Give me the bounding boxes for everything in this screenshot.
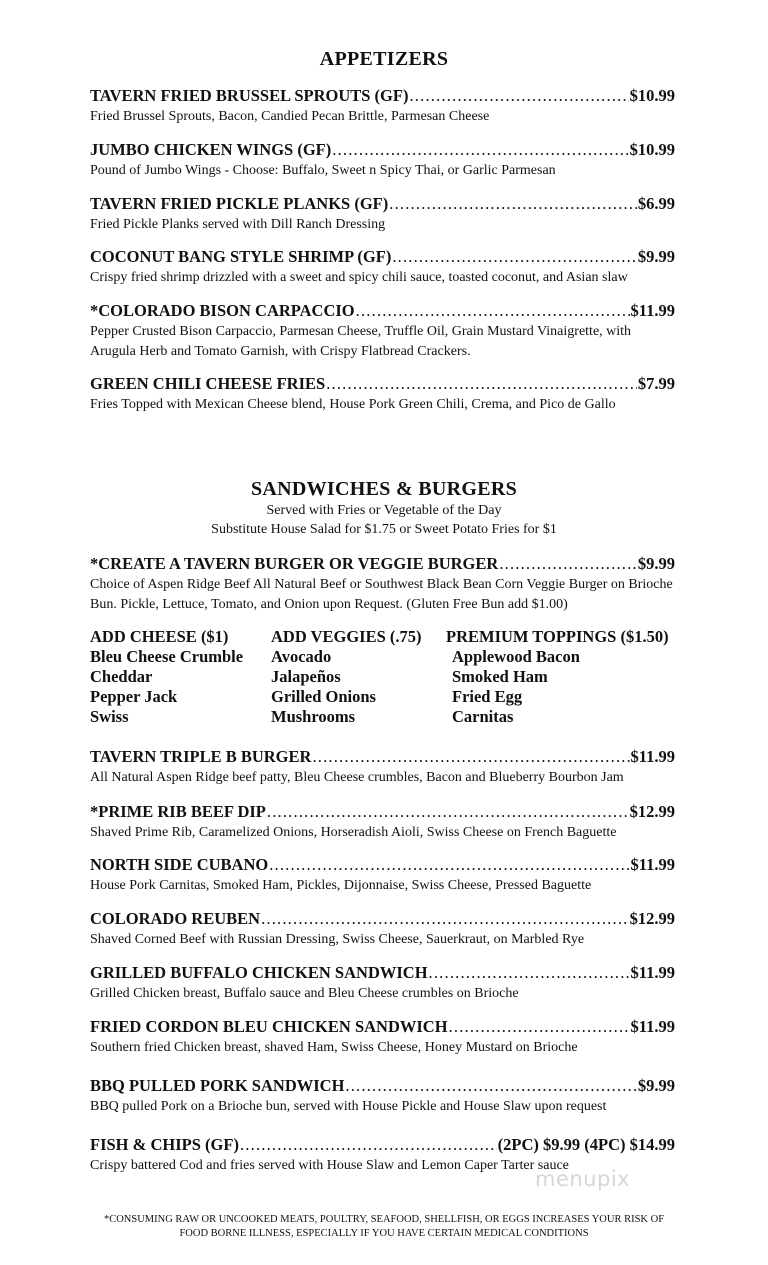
addon-option: Avocado xyxy=(271,647,332,666)
menu-item xyxy=(90,909,675,950)
dot-leader xyxy=(429,963,630,983)
item-price: $9.99 xyxy=(637,554,675,573)
item-price: $10.99 xyxy=(629,86,675,105)
addon-column-cheese xyxy=(90,627,243,727)
dot-leader xyxy=(312,747,629,767)
item-price: $12.99 xyxy=(629,909,675,928)
item-description: Fried Brussel Sprouts, Bacon, Candied Pecan Brittle, Parmesan Cheese xyxy=(90,109,490,124)
item-price: $11.99 xyxy=(630,1017,675,1036)
item-price: $9.99 xyxy=(637,1076,675,1095)
dot-leader xyxy=(409,86,628,106)
menu-item xyxy=(90,194,675,235)
addon-option: Bleu Cheese Crumble xyxy=(90,647,244,666)
addon-option: Swiss xyxy=(90,707,129,726)
menu-item xyxy=(90,747,675,788)
dot-leader xyxy=(389,194,637,214)
addon-option: Jalapeños xyxy=(271,667,341,686)
food-safety-disclaimer xyxy=(0,1213,768,1241)
item-name: TAVERN TRIPLE B BURGER xyxy=(90,747,312,766)
section-subtitle: Served with Fries or Vegetable of the Day xyxy=(266,503,502,518)
item-description: Crispy fried shrimp drizzled with a sweet and spicy chili sauce, toasted coconut, and Asian slaw xyxy=(90,270,628,285)
addon-header: ADD CHEESE ($1) xyxy=(90,627,229,646)
item-name: TAVERN FRIED BRUSSEL SPROUTS (GF) xyxy=(90,86,409,105)
item-name: *CREATE A TAVERN BURGER OR VEGGIE BURGER xyxy=(90,554,499,573)
item-price: $11.99 xyxy=(630,855,675,874)
item-description: BBQ pulled Pork on a Brioche bun, served with House Pickle and House Slaw upon request xyxy=(90,1099,607,1114)
menu-item xyxy=(90,301,675,361)
menu-item xyxy=(90,802,675,843)
item-price: $11.99 xyxy=(630,963,675,982)
addon-option: Cheddar xyxy=(90,667,153,686)
dot-leader xyxy=(332,140,628,160)
item-price: $6.99 xyxy=(637,194,675,213)
item-name: FISH & CHIPS (GF) xyxy=(90,1135,239,1154)
dot-leader xyxy=(261,909,629,929)
addon-option: Carnitas xyxy=(452,707,514,726)
item-name: GRILLED BUFFALO CHICKEN SANDWICH xyxy=(90,963,428,982)
item-price: $11.99 xyxy=(630,747,675,766)
menu-item xyxy=(90,855,675,896)
item-name: COCONUT BANG STYLE SHRIMP (GF) xyxy=(90,247,392,266)
item-description: Pepper Crusted Bison Carpaccio, Parmesan Cheese, Truffle Oil, Grain Mustard Vinaigrette, with Arugula Herb and Tomato Garnish, with Crispy Flatbread Crackers. xyxy=(90,324,632,359)
menu-item xyxy=(90,963,675,1004)
item-name: JUMBO CHICKEN WINGS (GF) xyxy=(90,140,332,159)
item-name: NORTH SIDE CUBANO xyxy=(90,855,269,874)
section-title-sandwiches: SANDWICHES & BURGERS xyxy=(250,478,518,500)
item-price: $10.99 xyxy=(629,140,675,159)
addon-option: Fried Egg xyxy=(452,687,523,706)
item-name: FRIED CORDON BLEU CHICKEN SANDWICH xyxy=(90,1017,448,1036)
item-name: COLORADO REUBEN xyxy=(90,909,261,928)
dot-leader xyxy=(499,554,637,574)
item-price: $11.99 xyxy=(630,301,675,320)
addon-header: ADD VEGGIES (.75) xyxy=(271,627,422,646)
item-name: TAVERN FRIED PICKLE PLANKS (GF) xyxy=(90,194,389,213)
addon-option: Smoked Ham xyxy=(452,667,548,686)
dot-leader xyxy=(449,1017,630,1037)
addon-option: Grilled Onions xyxy=(271,687,376,706)
dot-leader xyxy=(345,1076,636,1096)
item-description: Crispy battered Cod and fries served with House Slaw and Lemon Caper Tarter sauce xyxy=(90,1158,569,1173)
dot-leader xyxy=(267,802,629,822)
item-description: Shaved Corned Beef with Russian Dressing, Swiss Cheese, Sauerkraut, on Marbled Rye xyxy=(90,932,585,947)
item-price: $7.99 xyxy=(637,374,675,393)
item-description: Pound of Jumbo Wings - Choose: Buffalo, Sweet n Spicy Thai, or Garlic Parmesan xyxy=(90,163,556,178)
addon-option: Pepper Jack xyxy=(90,687,178,706)
addon-column-veggies xyxy=(271,627,422,727)
disclaimer-line: *CONSUMING RAW OR UNCOOKED MEATS, POULTRY, SEAFOOD, SHELLFISH, OR EGGS INCREASES YOUR RISK OF xyxy=(103,1214,665,1225)
section-subtitle: Substitute House Salad for $1.75 or Sweet Potato Fries for $1 xyxy=(211,522,557,537)
item-name: *COLORADO BISON CARPACCIO xyxy=(90,301,355,320)
menu-item-burger xyxy=(90,554,675,614)
item-description: Grilled Chicken breast, Buffalo sauce and Bleu Cheese crumbles on Brioche xyxy=(90,986,519,1001)
disclaimer-line: FOOD BORNE ILLNESS, ESPECIALLY IF YOU HAVE CERTAIN MEDICAL CONDITIONS xyxy=(179,1228,589,1239)
item-name: BBQ PULLED PORK SANDWICH xyxy=(90,1076,345,1095)
item-description: Southern fried Chicken breast, shaved Ham, Swiss Cheese, Honey Mustard on Brioche xyxy=(90,1040,578,1055)
item-description: Choice of Aspen Ridge Beef All Natural Beef or Southwest Black Bean Corn Veggie Burger on Brioche Bun. Pickle, Lettuce, Tomato, and Onion upon Request. (Gluten Free Bun add $1.00) xyxy=(90,577,673,612)
dot-leader xyxy=(269,855,629,875)
item-description: Shaved Prime Rib, Caramelized Onions, Horseradish Aioli, Swiss Cheese on French Baguette xyxy=(90,825,617,840)
watermark-logo: menupix xyxy=(535,1167,631,1191)
addon-option: Applewood Bacon xyxy=(452,647,580,666)
item-price: $12.99 xyxy=(629,802,675,821)
dot-leader xyxy=(240,1135,497,1155)
item-description: All Natural Aspen Ridge beef patty, Bleu Cheese crumbles, Bacon and Blueberry Bourbon Jam xyxy=(90,770,624,785)
dot-leader xyxy=(392,247,637,267)
item-name: GREEN CHILI CHEESE FRIES xyxy=(90,374,326,393)
item-description: Fries Topped with Mexican Cheese blend, House Pork Green Chili, Crema, and Pico de Gallo xyxy=(90,397,616,412)
addon-column-premium xyxy=(446,627,669,727)
menu-item xyxy=(90,1076,675,1117)
menu-item xyxy=(90,247,675,288)
menu-item xyxy=(90,140,675,181)
addon-option: Mushrooms xyxy=(271,707,356,726)
section-title-appetizers: APPETIZERS xyxy=(319,48,449,70)
item-price: (2PC) $9.99 (4PC) $14.99 xyxy=(497,1135,675,1154)
item-name: *PRIME RIB BEEF DIP xyxy=(90,802,266,821)
menu-item xyxy=(90,86,675,127)
item-price: $9.99 xyxy=(637,247,675,266)
dot-leader xyxy=(356,301,630,321)
dot-leader xyxy=(326,374,637,394)
menu-item xyxy=(90,1017,675,1058)
menu-item xyxy=(90,374,675,415)
item-description: Fried Pickle Planks served with Dill Ranch Dressing xyxy=(90,217,386,232)
addon-header: PREMIUM TOPPINGS ($1.50) xyxy=(446,627,669,646)
item-description: House Pork Carnitas, Smoked Ham, Pickles, Dijonnaise, Swiss Cheese, Pressed Baguette xyxy=(90,878,592,893)
